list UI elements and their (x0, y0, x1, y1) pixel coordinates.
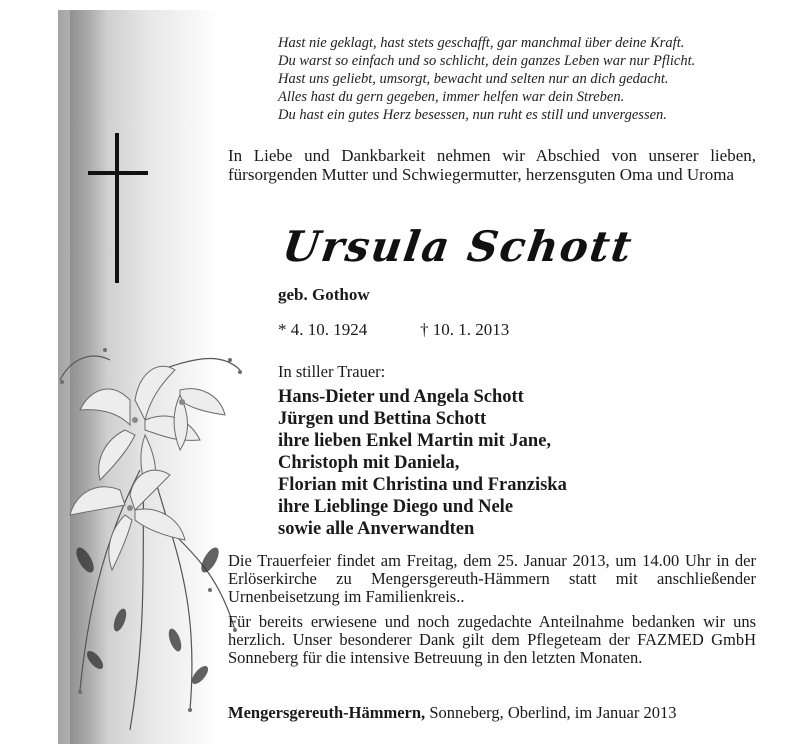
lily-bouquet-illustration (50, 330, 250, 740)
footer-signature (228, 703, 756, 723)
farewell-intro: In Liebe und Dankbarkeit nehmen wir Abschied von unserer lieben, fürsorgenden Mutter und Schwiegermutter, herzensguten Oma und Uroma (228, 146, 756, 184)
birth-date: * 4. 10. 1924 (278, 320, 368, 339)
mourner-line: ihre lieben Enkel Martin mit Jane, (278, 431, 552, 451)
funeral-notice: Die Trauerfeier findet am Freitag, dem 25. Januar 2013, um 14.00 Uhr in der Erlöserkirche zu Mengersgereuth-Hämmern statt mit anschließender Urnenbeisetzung im Familienkreis.. (228, 551, 756, 606)
mourner-line: Hans-Dieter und Angela Schott (278, 387, 524, 407)
mourner-line: Florian mit Christina und Franziska (278, 475, 567, 495)
mourner-line: sowie alle Anverwandten (278, 519, 475, 539)
mourner-line: Jürgen und Bettina Schott (278, 409, 487, 429)
death-date: † 10. 1. 2013 (420, 320, 510, 339)
mourner-line: Christoph mit Daniela, (278, 453, 460, 473)
poem (278, 34, 748, 124)
thanks-notice: Für bereits erwiesene und noch zugedachte Anteilnahme bedanken wir uns herzlich. Unser besonderer Dank gilt dem Pflegeteam der FAZMED GmbH Sonneberg für die intensive Betreuung in den letzten Monaten. (228, 612, 756, 667)
poem-line: Hast uns geliebt, umsorgt, bewacht und selten nur an dich gedacht. (278, 71, 669, 87)
poem-line: Hast nie geklagt, hast stets geschafft, gar manchmal über deine Kraft. (278, 35, 685, 51)
footer-rest: Sonneberg, Oberlind, im Januar 2013 (425, 703, 677, 722)
poem-line: Alles hast du gern gegeben, immer helfen war dein Streben. (278, 89, 625, 105)
deceased-name: Ursula Schott (279, 222, 637, 271)
poem-line: Du hast ein gutes Herz besessen, nun ruht es still und unvergessen. (278, 107, 667, 123)
life-dates (278, 320, 510, 340)
maiden-name: geb. Gothow (278, 285, 370, 304)
mourners-list (278, 386, 567, 540)
mourner-line: ihre Lieblinge Diego und Nele (278, 497, 514, 517)
mourners-label: In stiller Trauer: (278, 362, 386, 381)
poem-line: Du warst so einfach und so schlicht, dein ganzes Leben war nur Pflicht. (278, 53, 696, 69)
footer-place: Mengersgereuth-Hämmern, (228, 703, 426, 722)
cross-icon (88, 133, 148, 283)
